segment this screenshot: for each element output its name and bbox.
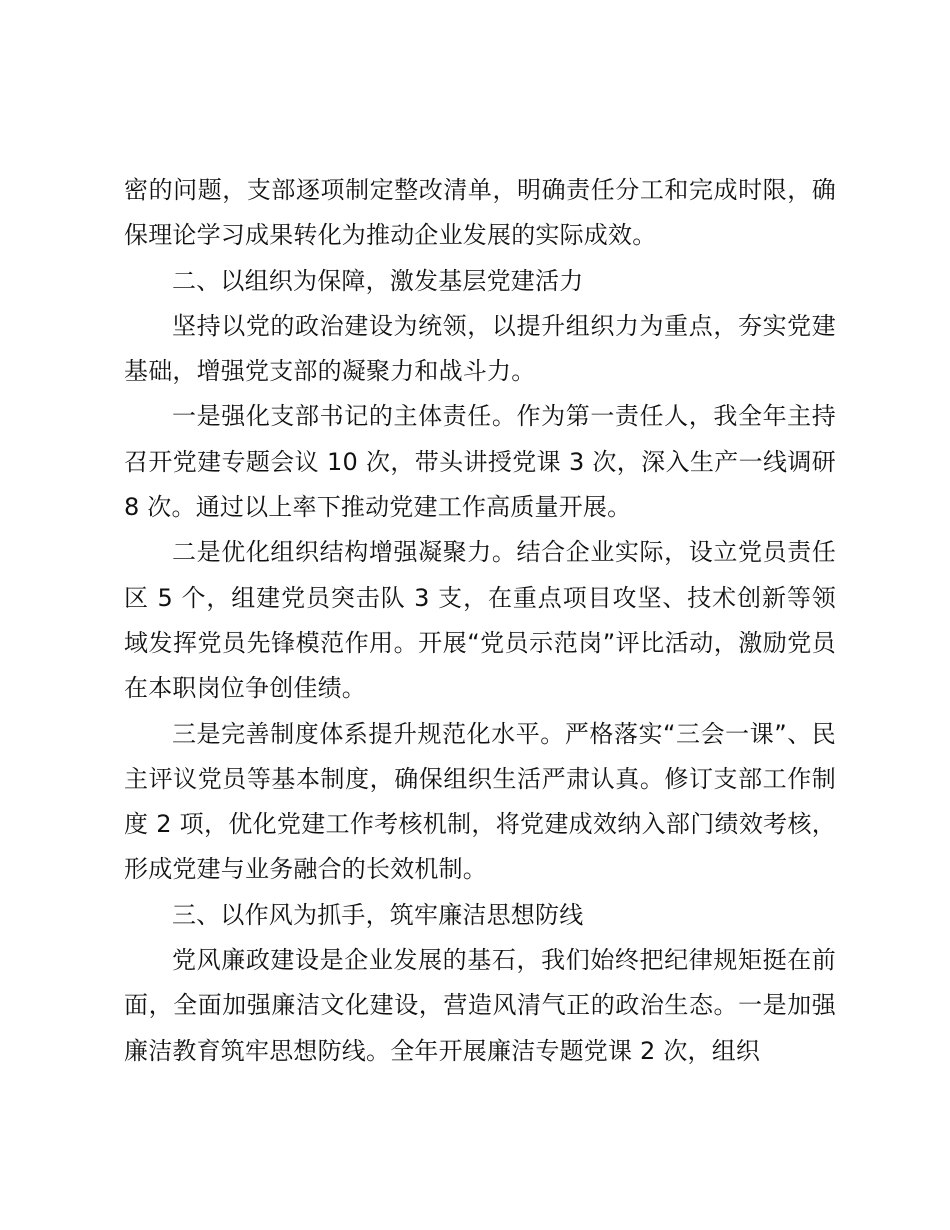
paragraph-organization-structure: 二是优化组织结构增强凝聚力。结合企业实际，设立党员责任区 5 个，组建党员突击队 3 支，在重点项目攻坚、技术创新等领域发挥党员先锋模范作用。开展“党员示范岗”评比活动，激励党员在本职岗位争创佳绩。	[124, 538, 836, 703]
paragraph-continuation: 密的问题，支部逐项制定整改清单，明确责任分工和完成时限，确保理论学习成果转化为推动企业发展的实际成效。	[124, 176, 836, 250]
paragraph-intro-organization: 坚持以党的政治建设为统领，以提升组织力为重点，夯实党建基础，增强党支部的凝聚力和战斗力。	[124, 311, 836, 386]
document-body	[124, 168, 836, 1074]
section-heading-3: 三、以作风为抓手，筑牢廉洁思想防线	[172, 900, 584, 929]
paragraph-integrity-building: 党风廉政建设是企业发展的基石，我们始终把纪律规矩挺在前面，全面加强廉洁文化建设，营造风清气正的政治生态。一是加强廉洁教育筑牢思想防线。全年开展廉洁专题党课 2 次，组织	[124, 946, 836, 1065]
paragraph-secretary-responsibility: 一是强化支部书记的主体责任。作为第一责任人，我全年主持召开党建专题会议 10 次，带头讲授党课 3 次，深入生产一线调研 8 次。通过以上率下推动党建工作高质量开展。	[124, 402, 836, 522]
paragraph-system-improvement: 三是完善制度体系提升规范化水平。严格落实“三会一课”、民主评议党员等基本制度，确保组织生活严肃认真。修订支部工作制度 2 项，优化党建工作考核机制，将党建成效纳入部门绩效考核，形成党建与业务融合的长效机制。	[124, 719, 836, 884]
section-heading-2: 二、以组织为保障，激发基层党建活力	[172, 266, 584, 295]
